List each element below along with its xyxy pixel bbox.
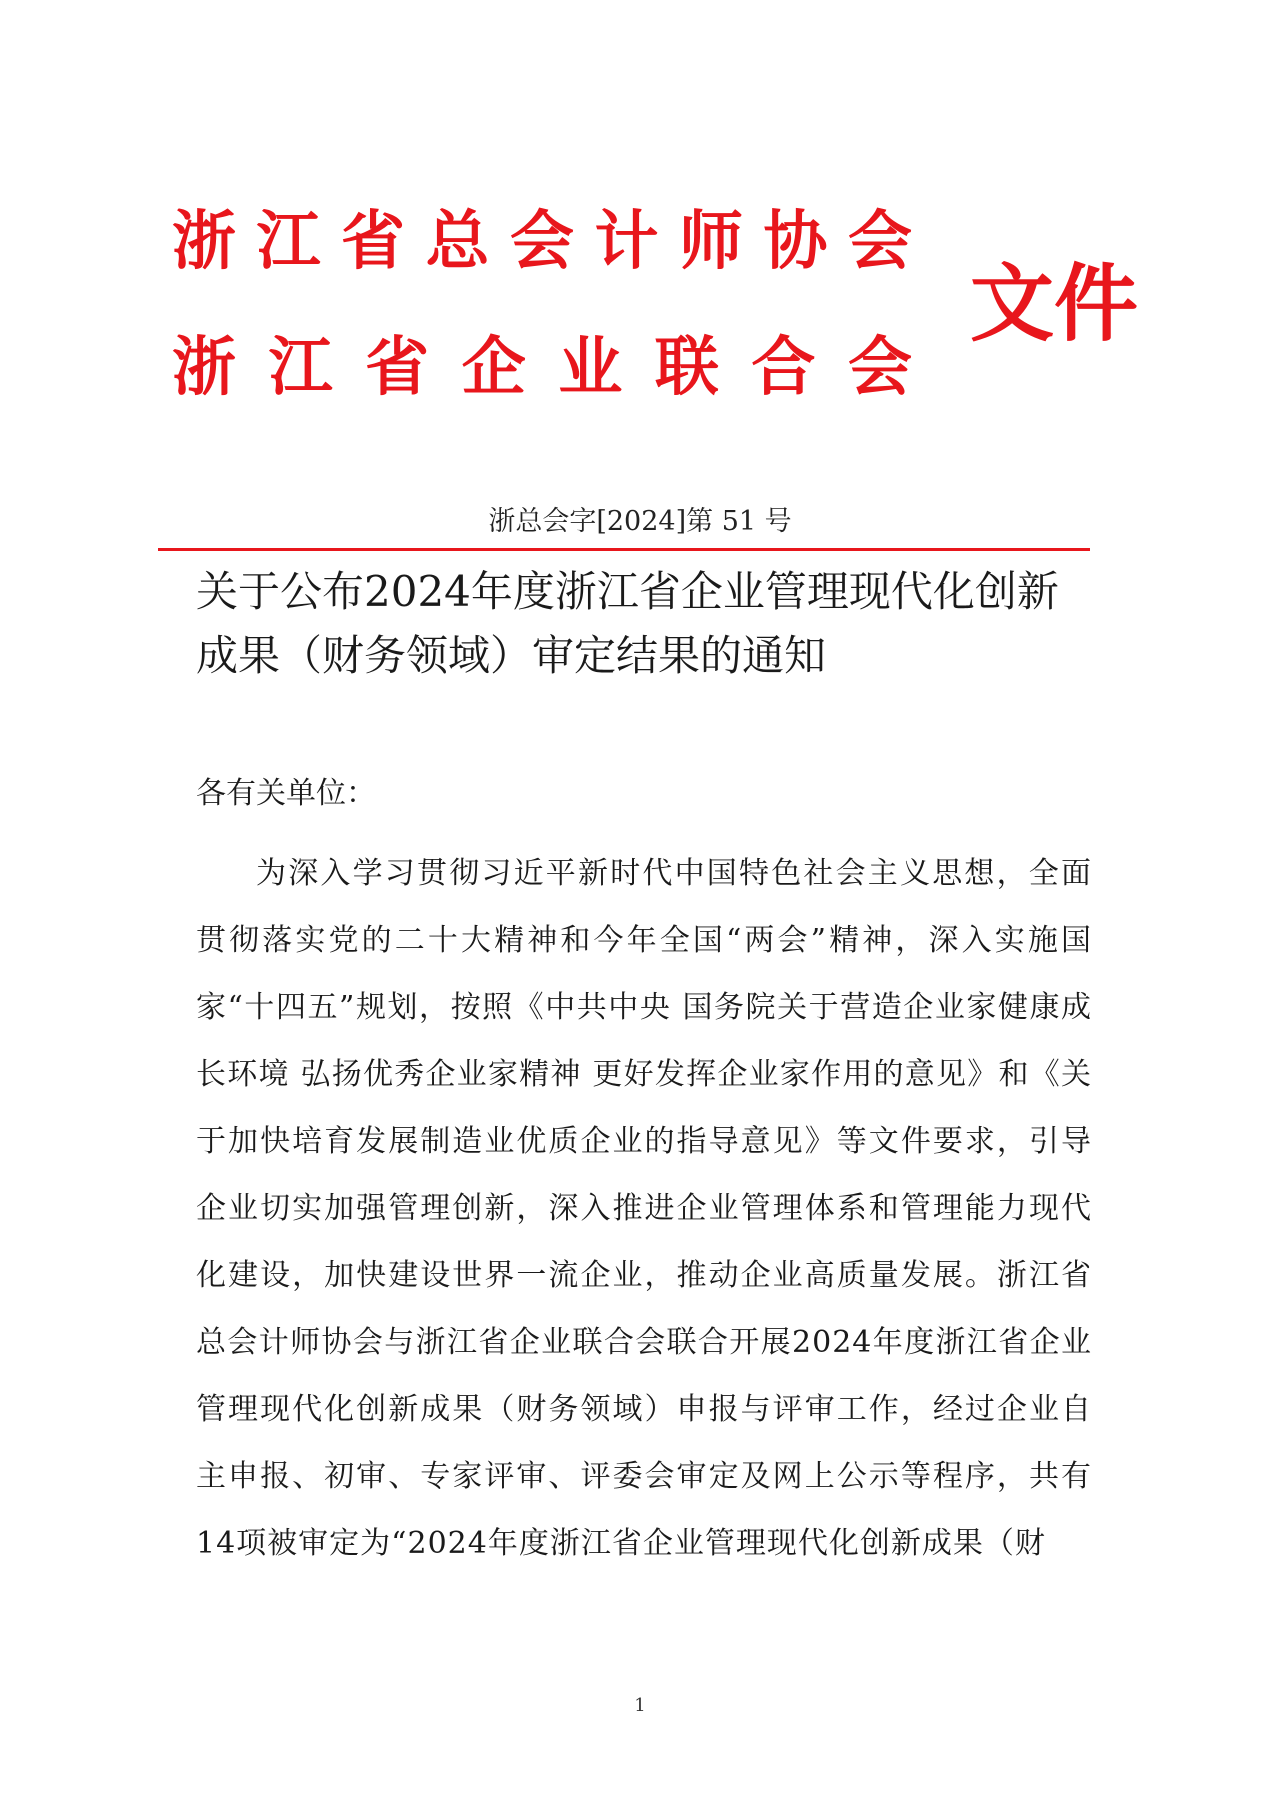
issuer-name-char: 江 bbox=[256, 205, 321, 279]
issuer-name-char: 江 bbox=[268, 331, 333, 405]
issuer-name-char: 省 bbox=[365, 331, 430, 405]
issuer-name-char: 企 bbox=[461, 331, 526, 405]
red-divider-line bbox=[158, 548, 1090, 551]
issuer-name-char: 总 bbox=[425, 205, 490, 279]
issuer-name-char: 业 bbox=[558, 331, 623, 405]
issuer-name-char: 协 bbox=[763, 205, 828, 279]
issuer-name-char: 省 bbox=[341, 205, 405, 279]
issuer-name-char: 会 bbox=[848, 205, 912, 279]
issuer-name-1 bbox=[172, 200, 912, 284]
issuer-name-char: 会 bbox=[510, 205, 574, 279]
issuer-name-char: 师 bbox=[679, 205, 743, 279]
notice-title: 关于公布2024年度浙江省企业管理现代化创新成果（财务领域）审定结果的通知 bbox=[196, 567, 1059, 680]
salutation: 各有关单位： bbox=[196, 776, 376, 811]
issuer-name-2 bbox=[172, 326, 912, 410]
page-number: 1 bbox=[634, 1695, 646, 1716]
issuer-name-char: 计 bbox=[594, 205, 659, 279]
document-number: 浙总会字[2024]第 51 号 bbox=[488, 506, 792, 537]
issuer-name-char: 会 bbox=[847, 331, 912, 405]
issuer-name-char: 浙 bbox=[172, 205, 236, 279]
issuer-name-char: 联 bbox=[654, 331, 719, 405]
issuer-name-char: 浙 bbox=[172, 331, 236, 405]
document-header bbox=[172, 200, 1139, 410]
issuer-name-char: 合 bbox=[751, 331, 816, 405]
body-paragraph: 为深入学习贯彻习近平新时代中国特色社会主义思想，全面贯彻落实党的二十大精神和今年全国“两会”精神，深入实施国家“十四五”规划，按照《中共中央 国务院关于营造企业家健康成长环境 弘扬优秀企业家精神 更好发挥企业家作用的意见》和《关于加快培育发展制造业优质企业的指导意见》等文件要求，引导企业切实加强管理创新，深入推进企业管理体系和管理能力现代化建设，加快建设世界一流企业，推动企业高质量发展。浙江省总会计师协会与浙江省企业联合会联合开展2024年度浙江省企业管理现代化创新成果（财务领域）申报与评审工作，经过企业自主申报、初审、专家评审、评委会审定及网上公示等程序，共有14项被审定为“2024年度浙江省企业管理现代化创新成果（财 bbox=[196, 856, 1092, 1561]
document-label: 文件 bbox=[970, 255, 1139, 353]
